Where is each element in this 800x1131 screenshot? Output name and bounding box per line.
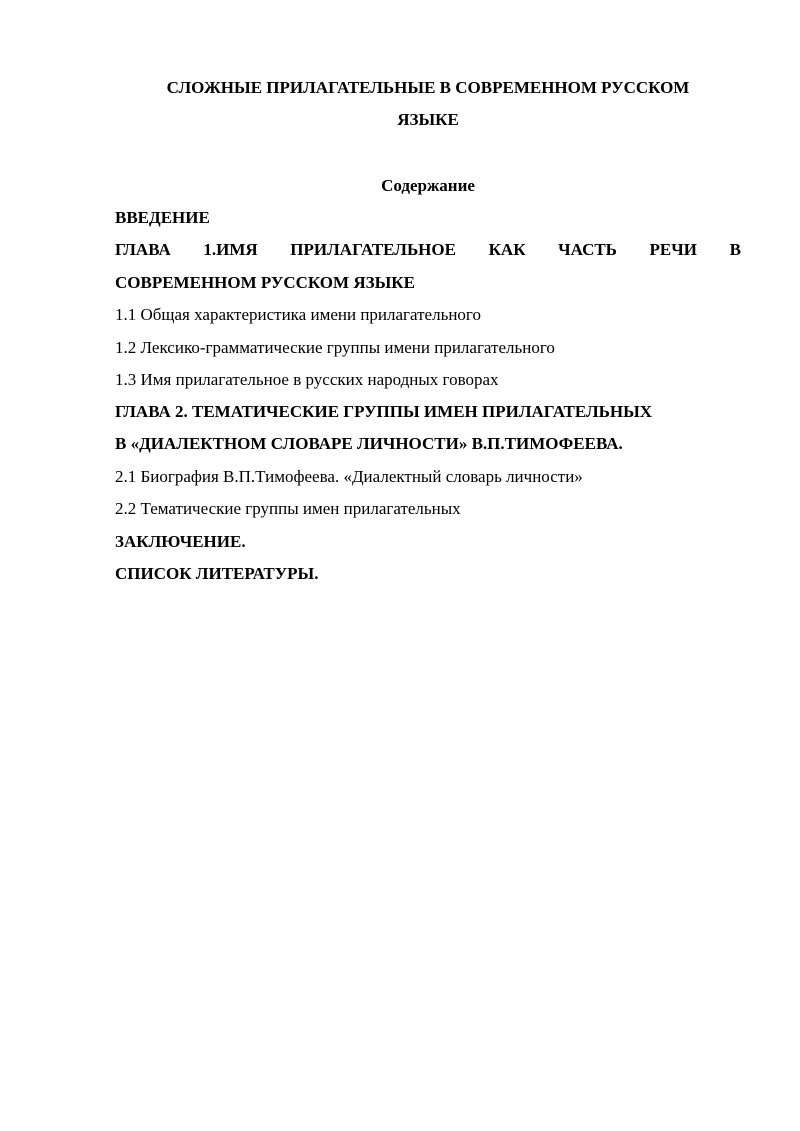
toc-conclusion: ЗАКЛЮЧЕНИЕ. <box>115 532 246 551</box>
toc-chapter-1-word: ЧАСТЬ <box>558 240 617 259</box>
toc-chapter-1-word: 1.ИМЯ <box>203 240 258 259</box>
toc-chapter-1-line-1 <box>115 240 741 260</box>
toc-section-1-3: 1.3 Имя прилагательное в русских народных говорах <box>115 370 499 389</box>
toc-chapter-1-word: РЕЧИ <box>649 240 697 259</box>
toc-section-1-2: 1.2 Лексико-грамматические группы имени прилагательного <box>115 338 555 357</box>
toc-references: СПИСОК ЛИТЕРАТУРЫ. <box>115 564 319 583</box>
toc-section-1-1: 1.1 Общая характеристика имени прилагательного <box>115 305 481 324</box>
document-title-line-2: ЯЗЫКЕ <box>397 110 459 129</box>
toc-chapter-1-line-2: СОВРЕМЕННОМ РУССКОМ ЯЗЫКЕ <box>115 273 415 292</box>
toc-chapter-1-word: ПРИЛАГАТЕЛЬНОЕ <box>290 240 456 259</box>
contents-heading: Содержание <box>381 176 475 195</box>
document-title-line-1: СЛОЖНЫЕ ПРИЛАГАТЕЛЬНЫЕ В СОВРЕМЕННОМ РУССКОМ <box>166 78 690 97</box>
toc-chapter-2-line-1: ГЛАВА 2. ТЕМАТИЧЕСКИЕ ГРУППЫ ИМЕН ПРИЛАГАТЕЛЬНЫХ <box>115 402 653 421</box>
toc-chapter-1-word: ГЛАВА <box>115 240 171 259</box>
toc-chapter-2-line-2: В «ДИАЛЕКТНОМ СЛОВАРЕ ЛИЧНОСТИ» В.П.ТИМОФЕЕВА. <box>115 434 623 453</box>
toc-section-2-2: 2.2 Тематические группы имен прилагательных <box>115 499 461 518</box>
toc-chapter-1-word: КАК <box>488 240 526 259</box>
toc-section-2-1: 2.1 Биография В.П.Тимофеева. «Диалектный словарь личности» <box>115 467 583 486</box>
toc-chapter-1-word: В <box>729 240 741 259</box>
toc-introduction: ВВЕДЕНИЕ <box>115 208 210 227</box>
